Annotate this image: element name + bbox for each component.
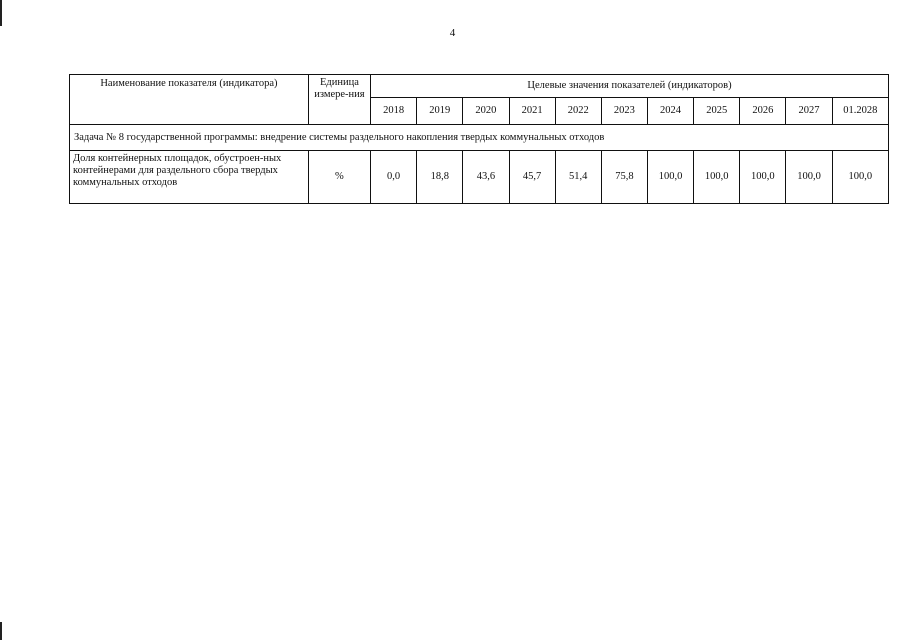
indicator-unit: % bbox=[308, 151, 370, 204]
header-year: 2023 bbox=[601, 98, 647, 125]
header-year: 2027 bbox=[786, 98, 832, 125]
header-year: 2020 bbox=[463, 98, 509, 125]
value-cell: 100,0 bbox=[647, 151, 693, 204]
value-cell: 100,0 bbox=[786, 151, 832, 204]
scan-edge-mark bbox=[0, 0, 2, 26]
value-cell: 0,0 bbox=[371, 151, 417, 204]
header-year: 2021 bbox=[509, 98, 555, 125]
header-year: 2018 bbox=[371, 98, 417, 125]
header-year: 2019 bbox=[417, 98, 463, 125]
header-indicator-name: Наименование показателя (индикатора) bbox=[70, 75, 309, 125]
value-cell: 100,0 bbox=[740, 151, 786, 204]
scan-edge-mark bbox=[0, 622, 2, 640]
header-year: 2026 bbox=[740, 98, 786, 125]
header-year: 2024 bbox=[647, 98, 693, 125]
indicator-name: Доля контейнерных площадок, обустроен-ных контейнерами для раздельного сбора твердых коммунальных отходов bbox=[70, 151, 309, 204]
header-year: 2022 bbox=[555, 98, 601, 125]
value-cell: 43,6 bbox=[463, 151, 509, 204]
task-row bbox=[70, 125, 889, 151]
value-cell: 100,0 bbox=[832, 151, 888, 204]
table-row bbox=[70, 151, 889, 204]
value-cell: 51,4 bbox=[555, 151, 601, 204]
value-cell: 18,8 bbox=[417, 151, 463, 204]
header-year: 2025 bbox=[694, 98, 740, 125]
value-cell: 75,8 bbox=[601, 151, 647, 204]
value-cell: 45,7 bbox=[509, 151, 555, 204]
header-unit: Единица измере-ния bbox=[308, 75, 370, 125]
task-description: Задача № 8 государственной программы: внедрение системы раздельного накопления твердых коммунальных отходов bbox=[70, 125, 889, 151]
header-row bbox=[70, 75, 889, 98]
header-target-values: Целевые значения показателей (индикаторов) bbox=[371, 75, 889, 98]
page-number: 4 bbox=[449, 27, 456, 39]
value-cell: 100,0 bbox=[694, 151, 740, 204]
header-year: 01.2028 bbox=[832, 98, 888, 125]
indicators-table bbox=[69, 74, 889, 204]
